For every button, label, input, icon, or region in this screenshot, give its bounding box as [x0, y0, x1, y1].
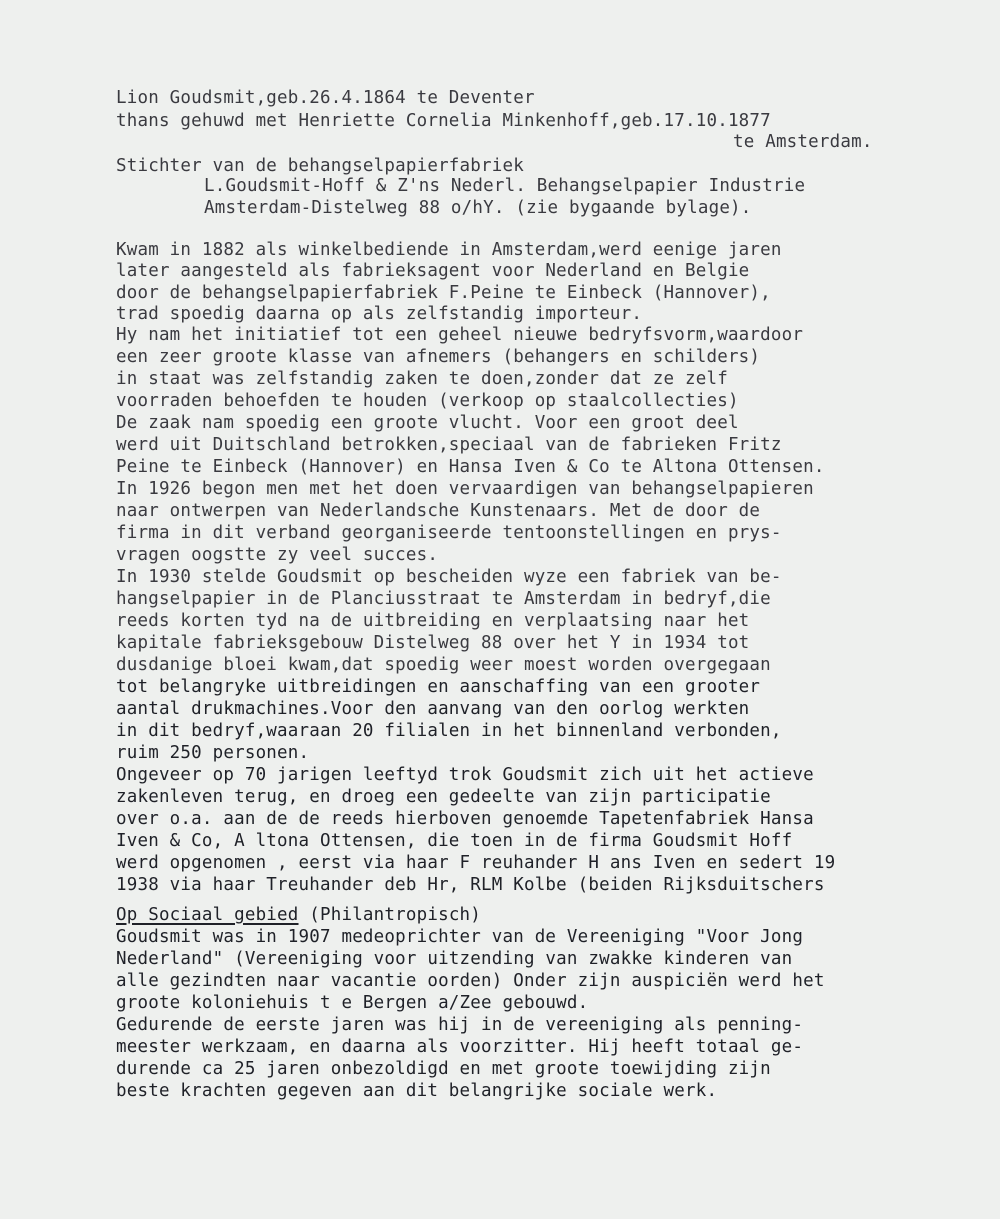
history-line: naar ontwerpen van Nederlandsche Kunstenaars. Met de door de [116, 501, 761, 521]
history-line: Hy nam het initiatief tot een geheel nieuwe bedryfsvorm,waardoor [116, 325, 804, 345]
social-line: Nederland" (Vereeniging voor uitzending van zwakke kinderen van [116, 949, 793, 969]
social-line: Gedurende de eerste jaren was hij in de vereeniging als penning- [116, 1015, 804, 1035]
header-line-5: L.Goudsmit-Hoff & Z'ns Nederl. Behangselpapier Industrie [204, 176, 806, 196]
history-line: Peine te Einbeck (Hannover) en Hansa Iven & Co te Altona Ottensen. [116, 457, 825, 477]
history-line: In 1930 stelde Goudsmit op bescheiden wyze een fabriek van be- [116, 567, 782, 587]
header-line-6: Amsterdam-Distelweg 88 o/hY. (zie bygaande bylage). [204, 198, 752, 218]
history-line: Kwam in 1882 als winkelbediende in Amsterdam,werd eenige jaren [116, 240, 782, 260]
history-line: in dit bedryf,waaraan 20 filialen in het binnenland verbonden, [116, 721, 782, 741]
social-line: groote koloniehuis t e Bergen a/Zee gebouwd. [116, 993, 589, 1013]
history-line: tot belangryke uitbreidingen en aanschaffing van een grooter [116, 677, 761, 697]
header-line-3: te Amsterdam. [733, 132, 873, 152]
history-line: voorraden behoefden te houden (verkoop op staalcollecties) [116, 391, 739, 411]
history-line: later aangesteld als fabrieksagent voor Nederland en Belgie [116, 261, 750, 281]
history-line: hangselpapier in de Planciusstraat te Amsterdam in bedryf,die [116, 589, 771, 609]
history-line: reeds korten tyd na de uitbreiding en verplaatsing naar het [116, 611, 750, 631]
social-heading-line [116, 905, 481, 925]
history-line: Ongeveer op 70 jarigen leeftyd trok Goudsmit zich uit het actieve [116, 765, 814, 785]
history-line: firma in dit verband georganiseerde tentoonstellingen en prys- [116, 523, 782, 543]
history-line: aantal drukmachines.Voor den aanvang van den oorlog werkten [116, 699, 750, 719]
history-line: Iven & Co, A ltona Ottensen, die toen in de firma Goudsmit Hoff [116, 831, 793, 851]
history-line: trad spoedig daarna op als zelfstandig importeur. [116, 304, 643, 324]
history-line: 1938 via haar Treuhander deb Hr, RLM Kolbe (beiden Rijksduitschers [116, 875, 825, 895]
social-line: alle gezindten naar vacantie oorden) Onder zijn auspiciën werd het [116, 971, 825, 991]
history-line: dusdanige bloei kwam,dat spoedig weer moest worden overgegaan [116, 655, 771, 675]
social-heading: Op Sociaal gebied [116, 905, 299, 925]
history-line: vragen oogstte zy veel succes. [116, 545, 439, 565]
history-line: over o.a. aan de de reeds hierboven genoemde Tapetenfabriek Hansa [116, 809, 814, 829]
header-line-1: Lion Goudsmit,geb.26.4.1864 te Deventer [116, 88, 535, 108]
history-line: In 1926 begon men met het doen vervaardigen van behangselpapieren [116, 479, 814, 499]
header-line-4: Stichter van de behangselpapierfabriek [116, 156, 524, 176]
history-line: ruim 250 personen. [116, 743, 310, 763]
history-line: kapitale fabrieksgebouw Distelweg 88 over het Y in 1934 tot [116, 633, 750, 653]
history-line: door de behangselpapierfabriek F.Peine te Einbeck (Hannover), [116, 283, 771, 303]
history-line: een zeer groote klasse van afnemers (behangers en schilders) [116, 347, 761, 367]
history-line: in staat was zelfstandig zaken te doen,zonder dat ze zelf [116, 369, 728, 389]
social-line: durende ca 25 jaren onbezoldigd en met groote toewijding zijn [116, 1059, 771, 1079]
history-line: werd opgenomen , eerst via haar F reuhander H ans Iven en sedert 19 [116, 853, 836, 873]
history-line: De zaak nam spoedig een groote vlucht. Voor een groot deel [116, 413, 739, 433]
social-heading-suffix: (Philantropisch) [298, 905, 482, 925]
history-line: zakenleven terug, en droeg een gedeelte van zijn participatie [116, 787, 771, 807]
social-line: beste krachten gegeven aan dit belangrijke sociale werk. [116, 1081, 718, 1101]
header-line-2: thans gehuwd met Henriette Cornelia Minkenhoff,geb.17.10.1877 [116, 111, 771, 131]
social-line: Goudsmit was in 1907 medeoprichter van de Vereeniging "Voor Jong [116, 927, 804, 947]
history-line: werd uit Duitschland betrokken,speciaal van de fabrieken Fritz [116, 435, 782, 455]
social-line: meester werkzaam, en daarna als voorzitter. Hij heeft totaal ge- [116, 1037, 804, 1057]
